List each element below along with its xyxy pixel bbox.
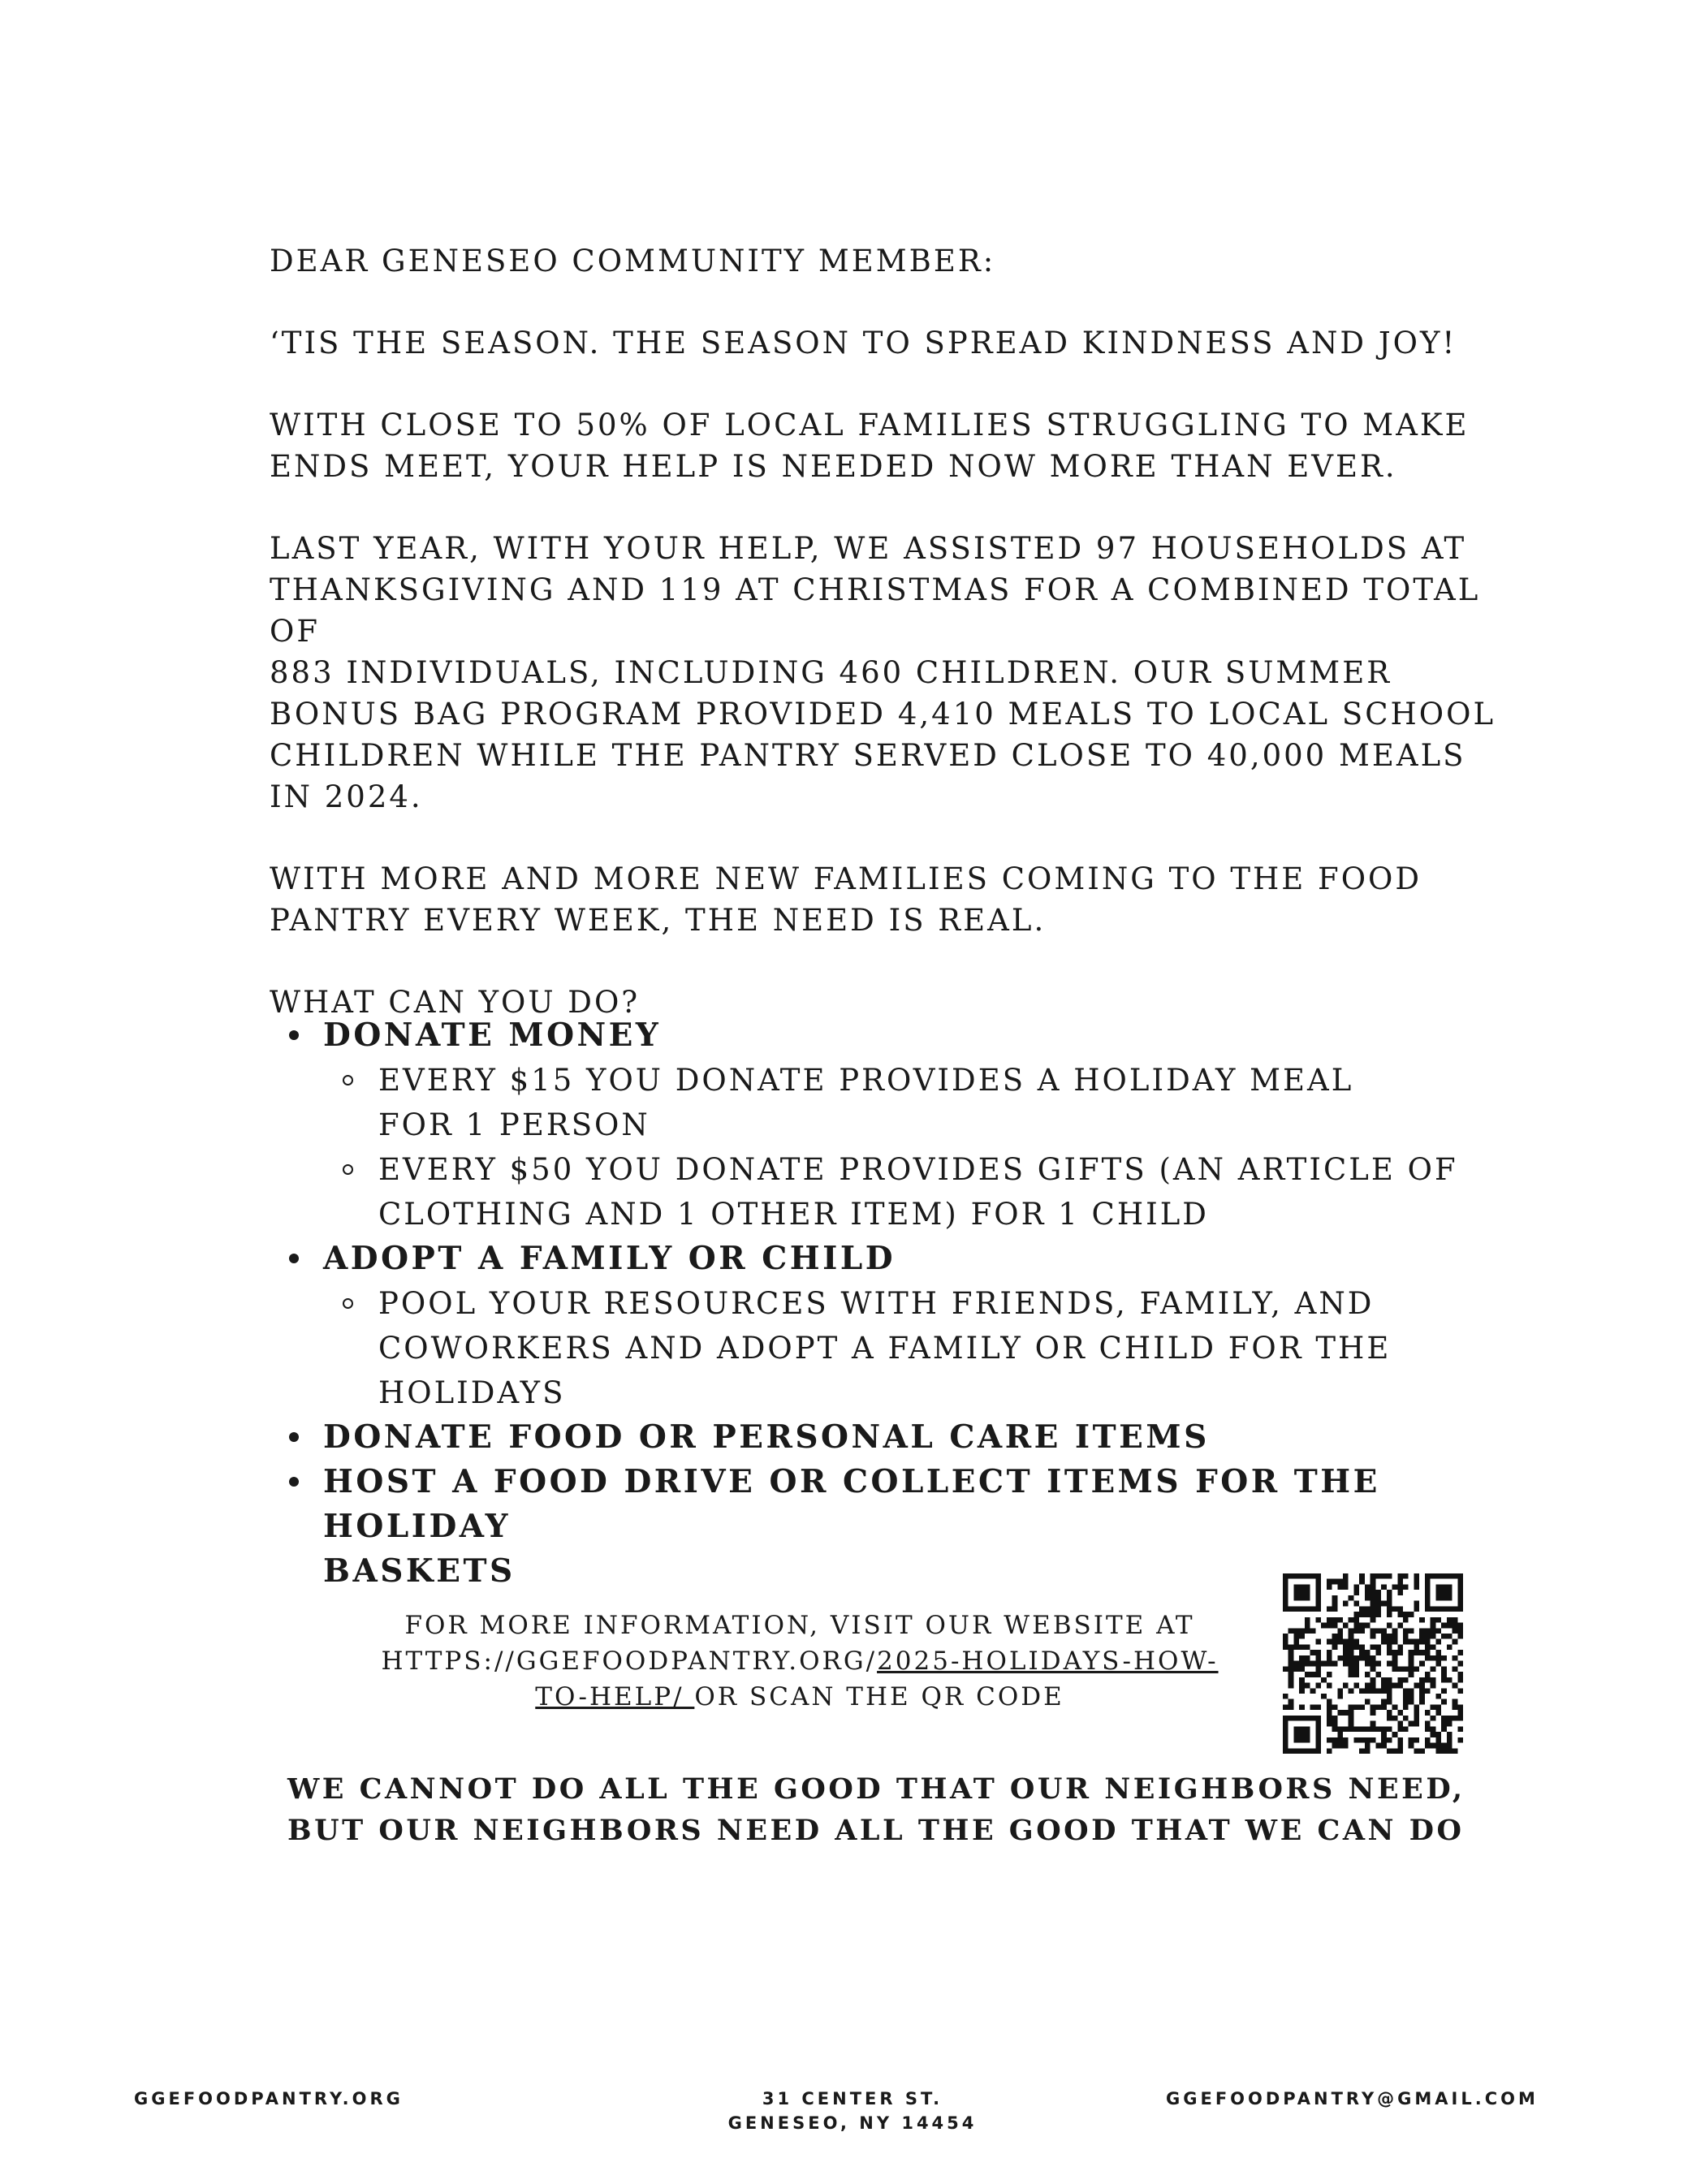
adopt-family-detail: POOL YOUR RESOURCES WITH FRIENDS, FAMILY, AND COWORKERS AND ADOPT A FAMILY OR CHILD FOR THE HOLIDAYS bbox=[284, 1281, 1534, 1415]
action-donate-money: DONATE MONEY bbox=[284, 1013, 1534, 1058]
need-paragraph: WITH CLOSE TO 50% OF LOCAL FAMILIES STRUGGLING TO MAKE ENDS MEET, YOUR HELP IS NEEDED NOW MORE THAN EVER. bbox=[270, 408, 1470, 484]
season-greeting: ‘TIS THE SEASON. THE SEASON TO SPREAD KINDNESS AND JOY! bbox=[270, 326, 1457, 360]
info-qr-instruction: OR SCAN THE QR CODE bbox=[694, 1682, 1064, 1711]
closing-line-1: WE CANNOT DO ALL THE GOOD THAT OUR NEIGHBORS NEED, bbox=[287, 1772, 1465, 1806]
closing-quote bbox=[287, 1768, 1554, 1851]
footer-address bbox=[690, 2087, 1015, 2135]
footer-address-street: 31 CENTER ST. bbox=[762, 2089, 943, 2108]
footer-address-city: GENESEO, NY 14454 bbox=[727, 2113, 978, 2133]
more-info bbox=[341, 1608, 1258, 1715]
info-url-prefix[interactable]: HTTPS://GGEFOODPANTRY.ORG/ bbox=[381, 1647, 878, 1676]
donate-money-detail-meal: EVERY $15 YOU DONATE PROVIDES A HOLIDAY MEAL FOR 1 PERSON bbox=[284, 1058, 1534, 1147]
action-donate-food: DONATE FOOD OR PERSONAL CARE ITEMS bbox=[284, 1415, 1534, 1460]
footer-email[interactable]: GGEFOODPANTRY@GMAIL.COM bbox=[1166, 2089, 1539, 2108]
info-url-path-a[interactable]: 2025-HOLIDAYS-HOW- bbox=[877, 1647, 1219, 1676]
info-url-line-2 bbox=[341, 1679, 1258, 1715]
salutation: DEAR GENESEO COMMUNITY MEMBER: bbox=[270, 244, 996, 278]
letter-body bbox=[270, 240, 1536, 1064]
closing-line-2: BUT OUR NEIGHBORS NEED ALL THE GOOD THAT WE CAN DO bbox=[287, 1814, 1465, 1847]
info-url-line[interactable] bbox=[341, 1643, 1258, 1679]
footer-website[interactable]: GGEFOODPANTRY.ORG bbox=[134, 2089, 404, 2108]
info-url-path-b[interactable]: TO-HELP/ bbox=[535, 1682, 695, 1711]
new-families-paragraph: WITH MORE AND MORE NEW FAMILIES COMING TO THE FOOD PANTRY EVERY WEEK, THE NEED IS REAL. bbox=[270, 861, 1422, 938]
donate-money-detail-gifts: EVERY $50 YOU DONATE PROVIDES GIFTS (AN ARTICLE OF CLOTHING AND 1 OTHER ITEM) FOR 1 CHILD bbox=[284, 1147, 1534, 1237]
question-heading: WHAT CAN YOU DO? bbox=[270, 985, 641, 1020]
stats-paragraph: LAST YEAR, WITH YOUR HELP, WE ASSISTED 97 HOUSEHOLDS AT THANKSGIVING AND 119 AT CHRISTMAS FOR A COMBINED TOTAL OF 883 INDIVIDUALS, INCLUDING 460 CHILDREN. OUR SUMMER BONUS BAG PROGRAM PROVIDED 4,410 MEALS TO LOCAL SCHOOL CHILDREN WHILE THE PANTRY SERVED CLOSE TO 40,000 MEALS IN 2024. bbox=[270, 531, 1496, 814]
info-line: FOR MORE INFORMATION, VISIT OUR WEBSITE AT bbox=[404, 1611, 1195, 1640]
action-host-drive: HOST A FOOD DRIVE OR COLLECT ITEMS FOR THE HOLIDAY BASKETS bbox=[284, 1460, 1534, 1594]
action-list bbox=[284, 1013, 1534, 1594]
qr-code-icon[interactable] bbox=[1283, 1573, 1463, 1754]
action-adopt-family: ADOPT A FAMILY OR CHILD bbox=[284, 1237, 1534, 1281]
